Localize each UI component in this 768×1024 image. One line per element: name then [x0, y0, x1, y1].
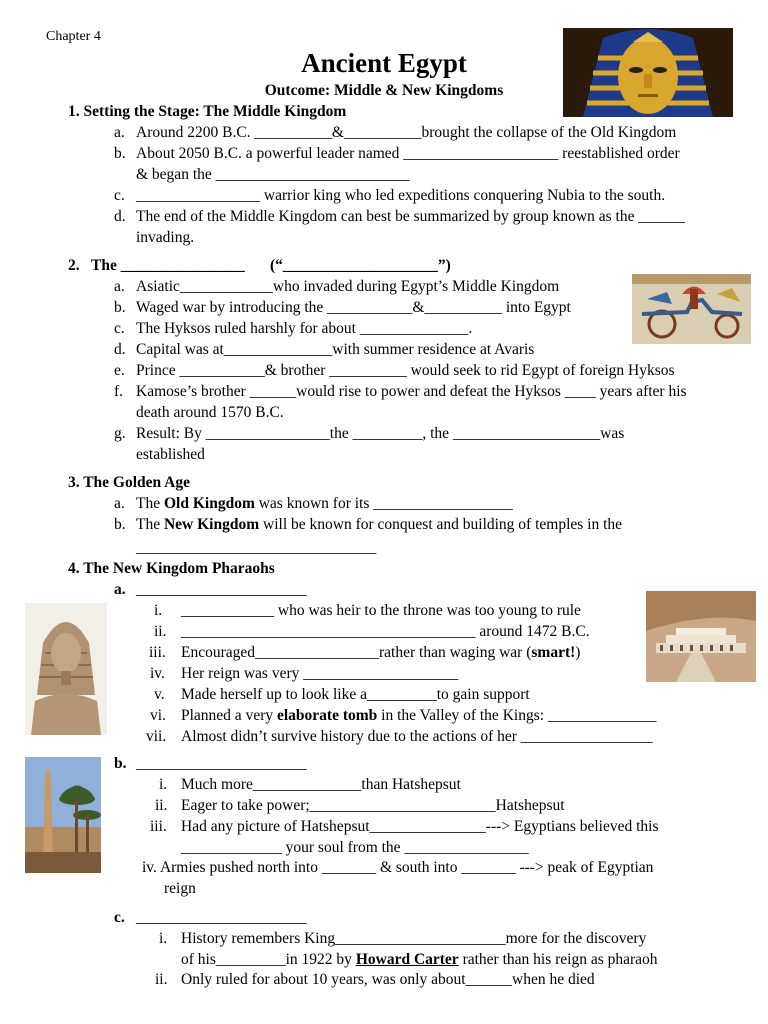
s4-c-i-text: History remembers King______________________more for the discovery [181, 930, 647, 947]
section-3-heading: 3. The Golden Age [68, 474, 191, 491]
s4-b-iv-text: iv. Armies pushed north into _______ & south into _______ ---> peak of Egyptian [142, 859, 654, 876]
roman-marker: vi. [150, 707, 166, 724]
section-4-heading: 4. The New Kingdom Pharaohs [68, 560, 275, 577]
list-marker: c. [114, 320, 125, 337]
s1-d-text: The end of the Middle Kingdom can best be summarized by group known as the ______ [136, 208, 685, 225]
pharaoh-b-blank: ______________________ [136, 755, 307, 772]
list-marker: b. [114, 516, 126, 533]
s2-e-text: Prince ___________& brother __________ would seek to rid Egypt of foreign Hyksos [136, 362, 675, 379]
pharaoh-c-blank: ______________________ [136, 909, 307, 926]
roman-marker: ii. [155, 797, 168, 814]
s2-f-text: Kamose’s brother ______would rise to power and defeat the Hyksos ____ years after his [136, 383, 687, 400]
s2-f-text-2: death around 1570 B.C. [136, 404, 284, 421]
list-marker: b. [114, 755, 127, 772]
roman-marker: vii. [146, 728, 167, 745]
list-marker: g. [114, 425, 126, 442]
roman-marker: ii. [155, 971, 168, 988]
roman-marker: i. [159, 930, 168, 947]
s2-g-text: Result: By ________________the _________, the ___________________was [136, 425, 625, 442]
roman-marker: iv. [150, 665, 165, 682]
s4-b-iii-text-2: _____________ your soul from the ________________ [181, 839, 529, 856]
list-marker: b. [114, 299, 126, 316]
obelisk-palms-image [25, 757, 101, 873]
s1-b-text-2: & began the _________________________ [136, 166, 410, 183]
s4-c-i-text-2: of his_________in 1922 by Howard Carter rather than his reign as pharaoh [181, 951, 658, 968]
roman-marker: iii. [149, 644, 166, 661]
s1-b-text: About 2050 B.C. a powerful leader named ____________________ reestablished order [136, 145, 680, 162]
roman-marker: i. [154, 602, 163, 619]
roman-marker: i. [159, 776, 168, 793]
s4-a-iv-text: Her reign was very ____________________ [181, 665, 459, 682]
s4-b-i-text: Much more______________than Hatshepsut [181, 776, 461, 793]
s4-a-vi-text: Planned a very elaborate tomb in the Valley of the Kings: ______________ [181, 707, 657, 724]
s2-g-text-2: established [136, 446, 205, 463]
roman-marker: iii. [150, 818, 167, 835]
s2-d-text: Capital was at______________with summer residence at Avaris [136, 341, 535, 358]
list-marker: a. [114, 495, 125, 512]
list-marker: b. [114, 145, 126, 162]
s1-d-text-2: invading. [136, 229, 195, 246]
s4-a-i-text: ____________ who was heir to the throne was too young to rule [181, 602, 581, 619]
section-2-heading-quote: (“____________________”) [270, 257, 451, 274]
s4-a-iii-text: Encouraged________________rather than waging war (smart!) [181, 644, 581, 661]
chapter-label: Chapter 4 [46, 29, 101, 44]
s2-c-text: The Hyksos ruled harshly for about ______________. [136, 320, 473, 337]
s4-c-ii-text: Only ruled for about 10 years, was only about______when he died [181, 971, 595, 988]
s3-a-text: The Old Kingdom was known for its __________________ [136, 495, 513, 512]
section-2-heading: The ________________ [91, 257, 245, 274]
roman-marker: v. [154, 686, 165, 703]
s4-b-iii-text: Had any picture of Hatshepsut_______________---> Egyptians believed this [181, 818, 659, 835]
list-marker: e. [114, 362, 125, 379]
list-marker: f. [114, 383, 124, 400]
s2-b-text: Waged war by introducing the ___________&__________ into Egypt [136, 299, 571, 316]
list-marker: c. [114, 187, 125, 204]
s4-a-v-text: Made herself up to look like a_________to gain support [181, 686, 530, 703]
list-marker: a. [114, 124, 125, 141]
s2-a-text: Asiatic____________who invaded during Egypt’s Middle Kingdom [136, 278, 560, 295]
section-2-number: 2. [68, 257, 80, 274]
list-marker: d. [114, 341, 126, 358]
s4-b-iv-text-2: reign [164, 880, 196, 897]
s4-a-vii-text: Almost didn’t survive history due to the actions of her _________________ [181, 728, 653, 745]
s1-a-text: Around 2200 B.C. __________&__________brought the collapse of the Old Kingdom [136, 124, 677, 141]
outcome-subtitle: Outcome: Middle & New Kingdoms [264, 82, 504, 99]
s4-a-ii-text: ______________________________________ around 1472 B.C. [181, 623, 590, 640]
list-marker: c. [114, 909, 125, 926]
roman-marker: ii. [154, 623, 167, 640]
s3-b-text: The New Kingdom will be known for conquest and building of temples in the [136, 516, 623, 533]
pharaoh-a-blank: ______________________ [136, 581, 307, 598]
hatshepsut-temple-image [646, 591, 756, 682]
list-marker: a. [114, 278, 125, 295]
section-1-heading: 1. Setting the Stage: The Middle Kingdom [68, 103, 347, 120]
page-title: Ancient Egypt [301, 48, 467, 78]
s4-b-ii-text: Eager to take power;________________________Hatshepsut [181, 797, 565, 814]
pharaoh-golden-mask-image [563, 28, 733, 117]
s1-c-text: ________________ warrior king who led expeditions conquering Nubia to the south. [136, 187, 666, 204]
egyptian-chariot-relief-image [632, 274, 751, 344]
hatshepsut-bust-image [25, 603, 107, 735]
s3-b-text-2: _______________________________ [136, 539, 377, 556]
list-marker: a. [114, 581, 126, 598]
list-marker: d. [114, 208, 126, 225]
